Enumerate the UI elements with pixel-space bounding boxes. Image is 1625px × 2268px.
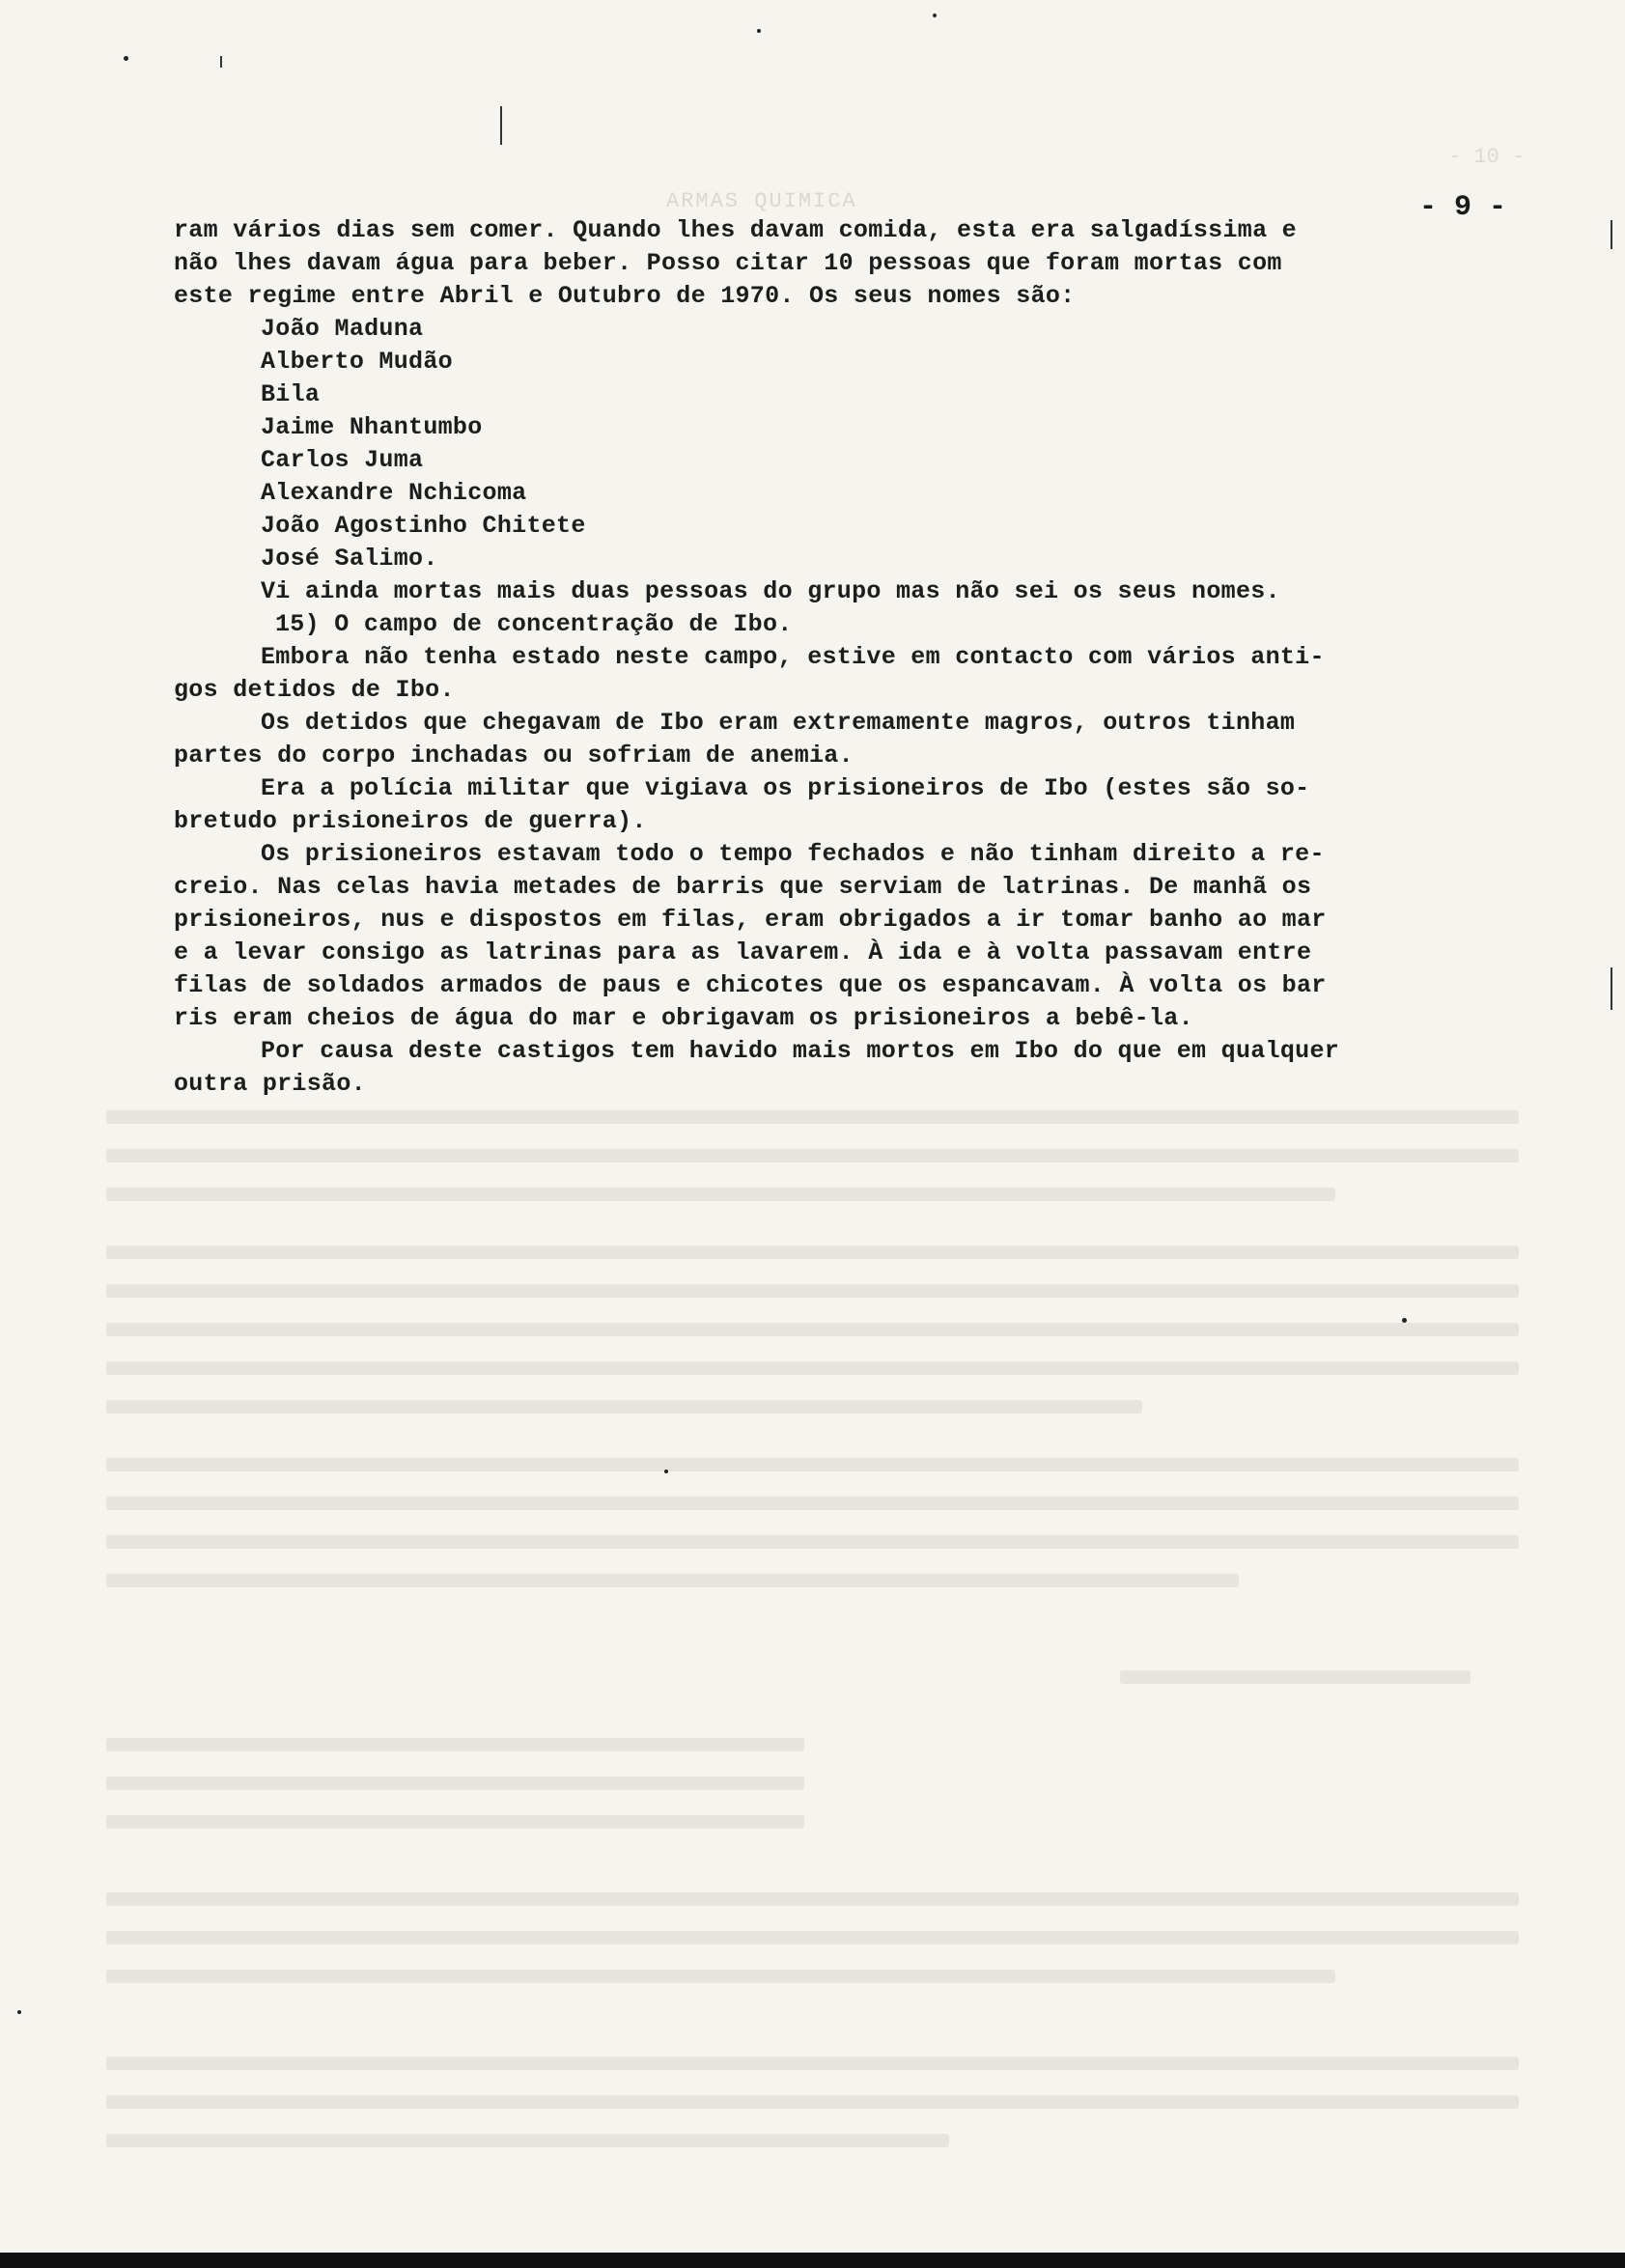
name-list-item: José Salimo.	[261, 545, 438, 573]
bleed-through-line	[106, 1323, 1519, 1336]
paper-speck	[124, 56, 128, 61]
bleed-through-line	[106, 1188, 1335, 1201]
text-line: creio. Nas celas havia metades de barris que serviam de latrinas. De manhã os	[174, 873, 1312, 901]
text-line: e a levar consigo as latrinas para as lavarem. À ida e à volta passavam entre	[174, 938, 1312, 966]
bleed-through-heading: ARMAS QUIMICA	[666, 189, 857, 213]
name-list-item: João Maduna	[261, 315, 424, 343]
name-list-item: Alexandre Nchicoma	[261, 479, 527, 507]
bleed-through-line	[106, 1970, 1335, 1983]
text-line: gos detidos de Ibo.	[174, 676, 455, 704]
text-line: este regime entre Abril e Outubro de 1970. Os seus nomes são:	[174, 282, 1076, 310]
bleed-through-line	[106, 1110, 1519, 1124]
bleed-through-line	[106, 1361, 1519, 1375]
bleed-through-line	[1120, 1670, 1471, 1684]
text-line: outra prisão.	[174, 1070, 366, 1098]
text-line: ris eram cheios de água do mar e obrigavam os prisioneiros a bebê-la.	[174, 1004, 1193, 1032]
text-line: prisioneiros, nus e dispostos em filas, eram obrigados a ir tomar banho ao mar	[174, 906, 1327, 934]
text-line: Era a polícia militar que vigiava os prisioneiros de Ibo (estes são so-	[261, 774, 1310, 802]
text-line: Os prisioneiros estavam todo o tempo fechados e não tinham direito a re-	[261, 840, 1325, 868]
paper-mark	[1611, 967, 1612, 1010]
bleed-through-line	[106, 1400, 1142, 1414]
name-list-item: Jaime Nhantumbo	[261, 413, 483, 441]
bleed-through-line	[106, 1574, 1239, 1587]
text-line: Vi ainda mortas mais duas pessoas do grupo mas não sei os seus nomes.	[261, 577, 1280, 605]
paper-mark	[220, 56, 222, 68]
paper-mark	[1611, 220, 1612, 249]
text-line: Os detidos que chegavam de Ibo eram extremamente magros, outros tinham	[261, 709, 1296, 737]
bleed-through-line	[106, 1535, 1519, 1549]
bleed-through-line	[106, 1246, 1519, 1259]
text-line: Por causa deste castigos tem havido mais mortos em Ibo do que em qualquer	[261, 1037, 1340, 1065]
bleed-through-line	[106, 2134, 949, 2147]
bleed-through-page-number: - 10 -	[1448, 145, 1526, 169]
scan-edge	[0, 2253, 1625, 2268]
text-line: Embora não tenha estado neste campo, estive em contacto com vários anti-	[261, 643, 1325, 671]
name-list-item: Bila	[261, 380, 321, 408]
bleed-through-line	[106, 1284, 1519, 1298]
paper-mark	[500, 106, 502, 145]
bleed-through-line	[106, 1892, 1519, 1906]
text-line: ram vários dias sem comer. Quando lhes davam comida, esta era salgadíssima e	[174, 216, 1297, 244]
name-list-item: Alberto Mudão	[261, 348, 453, 376]
bleed-through-line	[106, 1149, 1519, 1162]
name-list-item: João Agostinho Chitete	[261, 512, 586, 540]
text-line: partes do corpo inchadas ou sofriam de anemia.	[174, 742, 854, 770]
text-line: bretudo prisioneiros de guerra).	[174, 807, 647, 835]
bleed-through-line	[106, 1931, 1519, 1945]
text-line: não lhes davam água para beber. Posso citar 10 pessoas que foram mortas com	[174, 249, 1282, 277]
section-heading: 15) O campo de concentração de Ibo.	[275, 610, 793, 638]
bleed-through-line	[106, 1815, 804, 1829]
bleed-through-line	[106, 1777, 804, 1790]
paper-speck	[1402, 1318, 1407, 1323]
text-line: filas de soldados armados de paus e chicotes que os espancavam. À volta os bar	[174, 971, 1327, 999]
paper-speck	[17, 2010, 21, 2014]
bleed-through-line	[106, 1738, 804, 1751]
paper-speck	[757, 29, 761, 33]
name-list-item: Carlos Juma	[261, 446, 424, 474]
body-text	[174, 214, 1545, 1101]
bleed-through-line	[106, 1497, 1519, 1510]
paper-speck	[933, 14, 937, 17]
bleed-through-line	[106, 1458, 1519, 1471]
bleed-through-line	[106, 2057, 1519, 2070]
bleed-through-line	[106, 2095, 1519, 2109]
page-number: - 9 -	[1419, 191, 1507, 224]
paper-speck	[664, 1470, 668, 1473]
